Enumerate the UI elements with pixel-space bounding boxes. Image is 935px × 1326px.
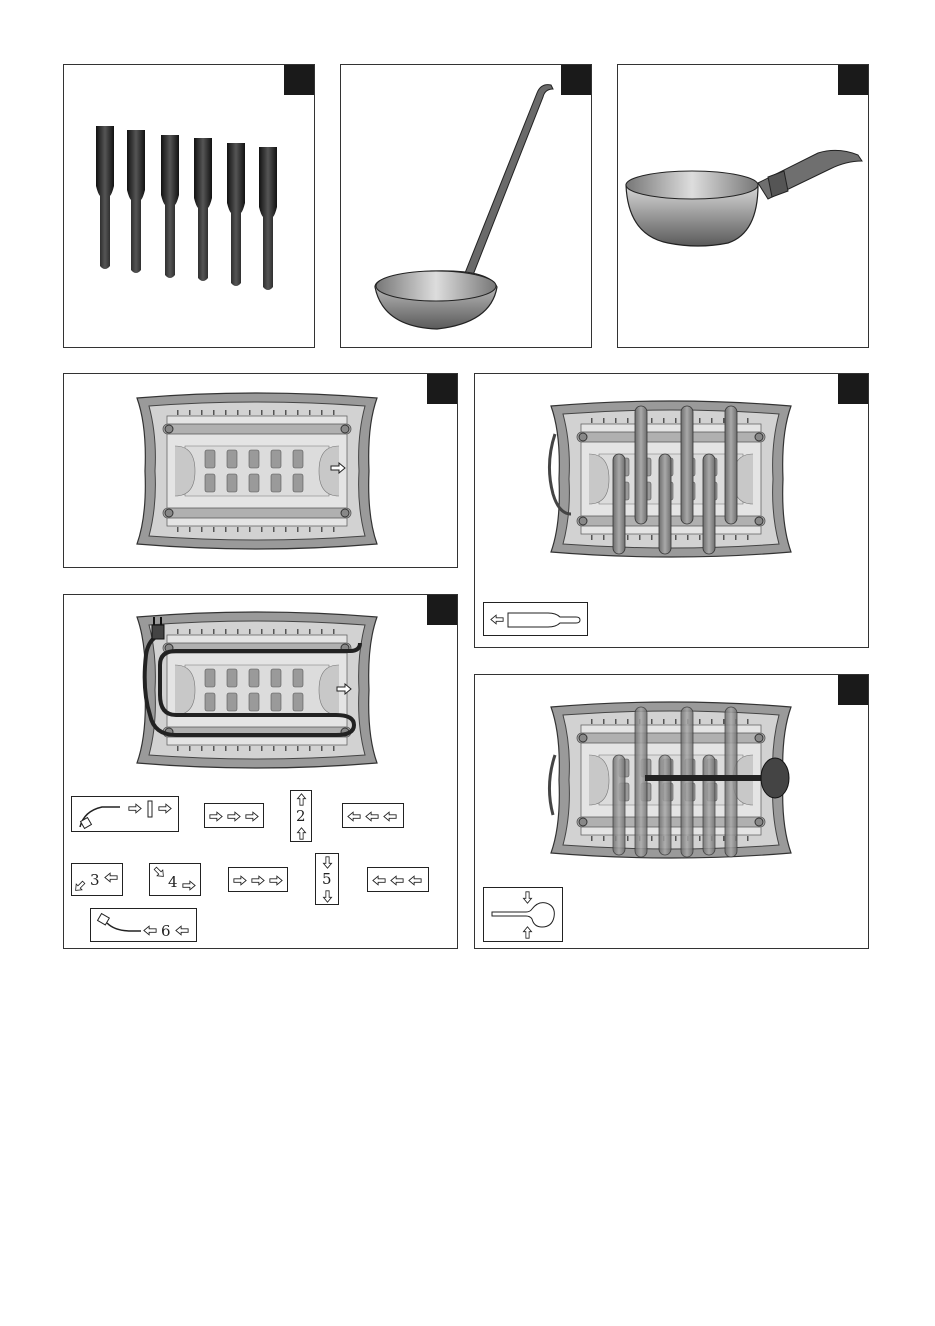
arrow-left-icon xyxy=(391,876,403,885)
base-illustration xyxy=(64,374,458,568)
arrow-right-icon xyxy=(183,881,195,890)
step-2 xyxy=(290,790,312,842)
step-left-2 xyxy=(367,867,429,892)
arrow-left-icon xyxy=(384,812,396,821)
step-right-1 xyxy=(204,803,264,828)
arrow-right-icon xyxy=(270,876,282,885)
store-ladle-step xyxy=(483,887,563,942)
arrow-left-icon xyxy=(348,812,360,821)
step-number: 3 xyxy=(90,871,100,889)
step-number: 2 xyxy=(296,807,306,825)
arrow-down-icon xyxy=(323,857,331,868)
arrow-right-icon xyxy=(129,804,141,813)
panel-wok xyxy=(617,64,869,348)
step-plug-to-pin xyxy=(71,796,179,832)
arrow-right-icon xyxy=(228,812,240,821)
step-number: 5 xyxy=(322,870,332,888)
step-number: 6 xyxy=(161,922,171,940)
arrow-left-icon xyxy=(176,926,188,935)
arrow-down-icon xyxy=(152,865,166,879)
ladle-icon xyxy=(375,85,553,329)
panel-skewers-inserted xyxy=(474,373,869,648)
arrow-up-icon xyxy=(297,828,305,839)
arrow-left-icon xyxy=(491,615,503,624)
panel-ladle xyxy=(340,64,592,348)
plug-icon xyxy=(98,914,141,931)
step-left-1 xyxy=(342,803,404,828)
arrow-left-icon xyxy=(373,876,385,885)
arrow-right-icon xyxy=(210,812,222,821)
step-4 xyxy=(149,863,201,896)
arrow-up-icon xyxy=(523,927,531,938)
arrow-left-icon xyxy=(409,876,421,885)
arrow-left-icon xyxy=(366,812,378,821)
panel-base-top xyxy=(63,373,458,568)
step-5 xyxy=(315,853,339,905)
arrow-right-icon xyxy=(246,812,258,821)
skewer-icon xyxy=(96,126,277,290)
arrow-right-icon xyxy=(252,876,264,885)
wok-icon xyxy=(626,150,862,246)
ladle-illustration xyxy=(341,65,592,348)
skewers-illustration xyxy=(64,65,315,348)
panel-cord-winding xyxy=(63,594,458,949)
ladle-icon xyxy=(492,903,554,927)
step-3 xyxy=(71,863,123,896)
step-right-2 xyxy=(228,867,288,892)
step-number: 4 xyxy=(168,873,178,891)
arrow-left-icon xyxy=(105,873,117,882)
skewer-icon xyxy=(508,613,580,627)
panel-skewers xyxy=(63,64,315,348)
arrow-up-icon xyxy=(297,794,305,805)
base-with-cord-illustration xyxy=(64,595,458,775)
arrow-down-icon xyxy=(73,879,87,893)
insert-skewer-step xyxy=(483,602,588,636)
arrow-left-icon xyxy=(144,926,156,935)
panel-ladle-stored xyxy=(474,674,869,949)
arrow-right-icon xyxy=(234,876,246,885)
wok-illustration xyxy=(618,65,869,348)
arrow-down-icon xyxy=(523,892,531,903)
step-6 xyxy=(90,908,197,942)
arrow-right-icon xyxy=(159,804,171,813)
arrow-down-icon xyxy=(323,891,331,902)
